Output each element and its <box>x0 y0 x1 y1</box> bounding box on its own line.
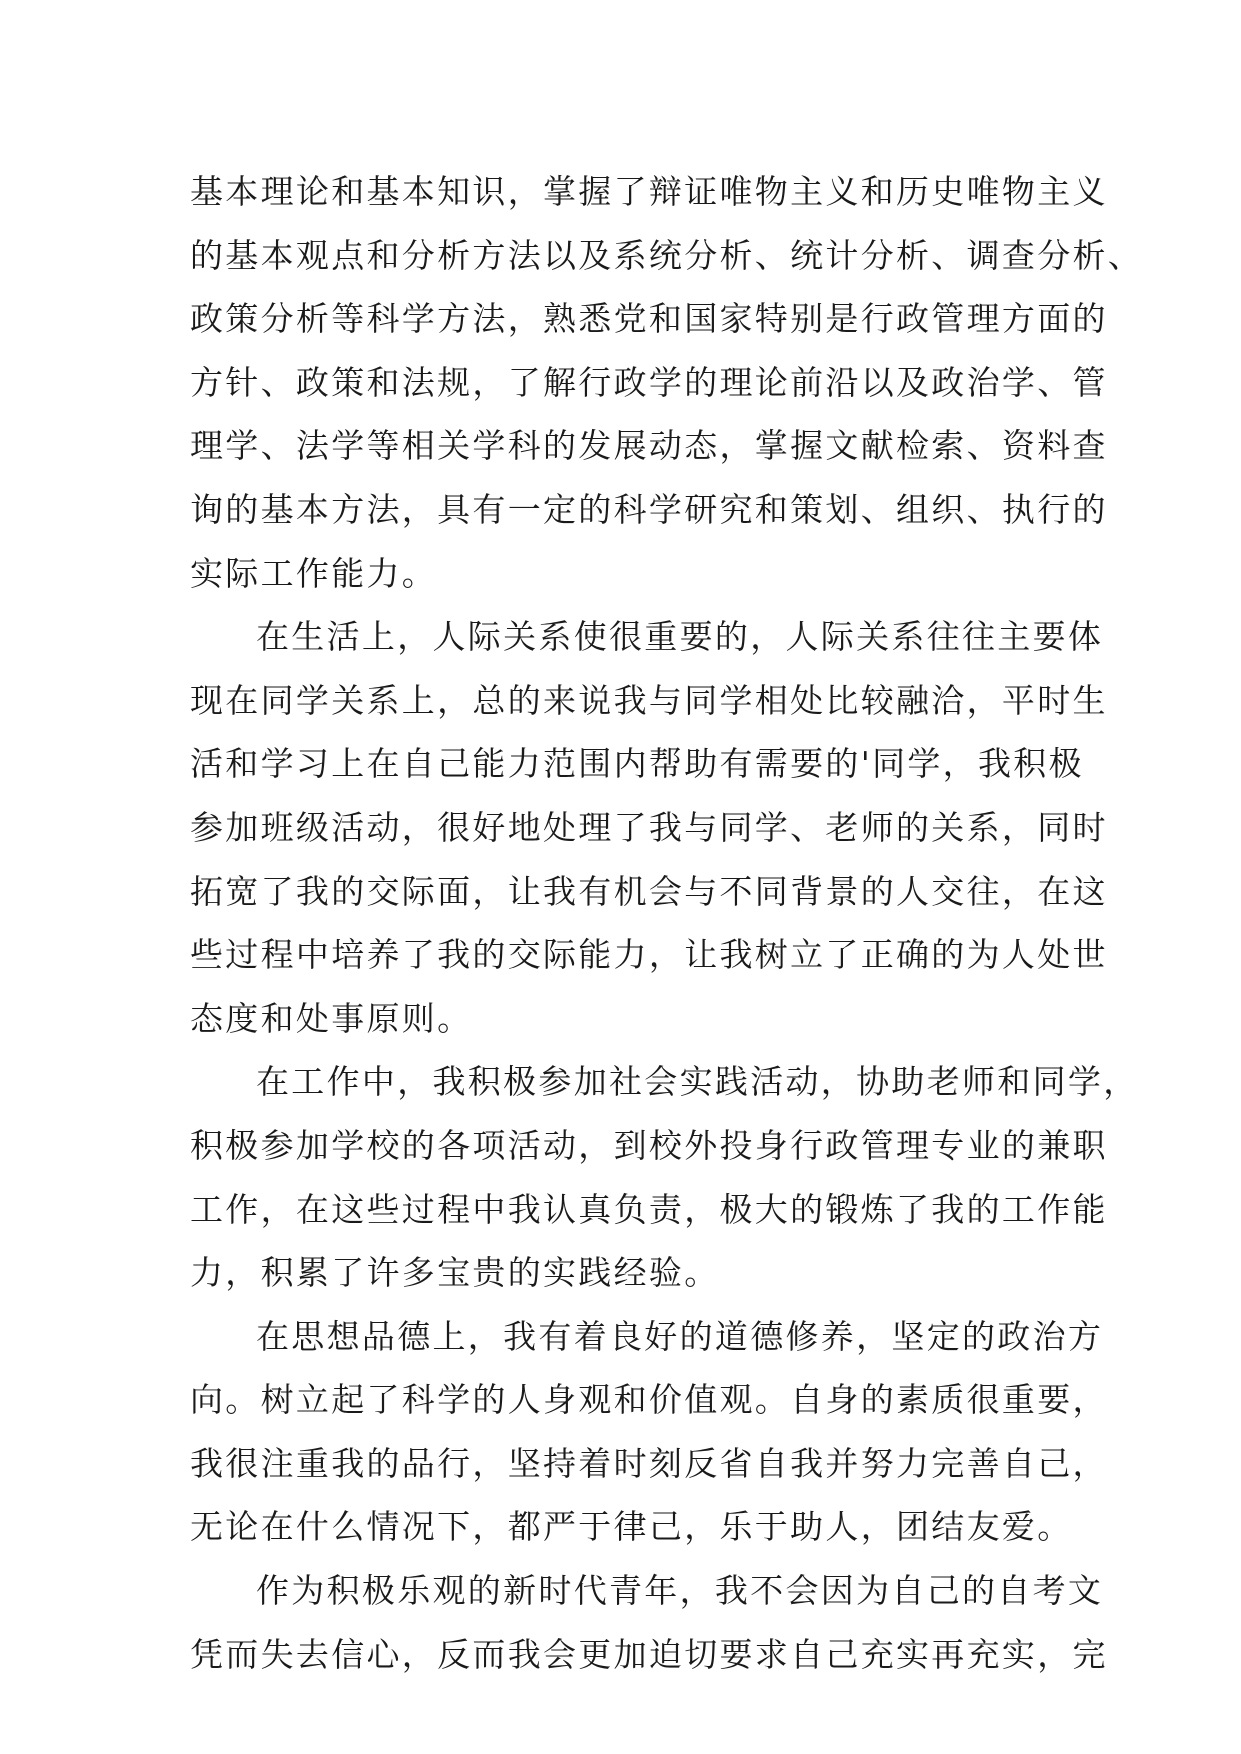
text-line: 在生活上，人际关系使很重要的，人际关系往往主要体 <box>256 617 1104 657</box>
document-body <box>190 160 1144 1686</box>
text-line: 凭而失去信心，反而我会更加迫切要求自己充实再充实，完 <box>190 1634 1108 1674</box>
text-line: 在思想品德上，我有着良好的道德修养，坚定的政治方 <box>256 1316 1104 1356</box>
text-line: 态度和处事原则。 <box>190 998 473 1038</box>
text-line: 作为积极乐观的新时代青年，我不会因为自己的自考文 <box>256 1571 1104 1611</box>
text-line: 询的基本方法，具有一定的科学研究和策划、组织、执行的 <box>190 489 1108 529</box>
text-line: 的基本观点和分析方法以及系统分析、统计分析、调查分析、 <box>190 235 1144 275</box>
text-line: 方针、政策和法规，了解行政学的理论前沿以及政治学、管 <box>190 362 1108 402</box>
text-line: 实际工作能力。 <box>190 553 438 593</box>
text-line: 力，积累了许多宝贵的实践经验。 <box>190 1253 720 1293</box>
text-line: 拓宽了我的交际面，让我有机会与不同背景的人交往，在这 <box>190 871 1108 911</box>
text-line: 参加班级活动，很好地处理了我与同学、老师的关系，同时 <box>190 807 1108 847</box>
text-line: 我很注重我的品行，坚持着时刻反省自我并努力完善自己， <box>190 1443 1108 1483</box>
text-line: 无论在什么情况下，都严于律己，乐于助人，团结友爱。 <box>190 1507 1073 1547</box>
text-line: 基本理论和基本知识，掌握了辩证唯物主义和历史唯物主义 <box>190 172 1108 211</box>
text-line: 些过程中培养了我的交际能力，让我树立了正确的为人处世 <box>190 935 1108 975</box>
text-line: 工作，在这些过程中我认真负责，极大的锻炼了我的工作能 <box>190 1189 1108 1229</box>
text-line: 积极参加学校的各项活动，到校外投身行政管理专业的兼职 <box>190 1125 1108 1165</box>
text-line: 理学、法学等相关学科的发展动态，掌握文献检索、资料查 <box>190 426 1108 466</box>
text-line: 在工作中，我积极参加社会实践活动，协助老师和同学， <box>256 1062 1139 1102</box>
text-line: 活和学习上在自己能力范围内帮助有需要的'同学，我积极 <box>190 744 1084 784</box>
text-line: 现在同学关系上，总的来说我与同学相处比较融洽，平时生 <box>190 680 1108 720</box>
text-line: 向。树立起了科学的人身观和价值观。自身的素质很重要， <box>190 1380 1108 1420</box>
text-line: 政策分析等科学方法，熟悉党和国家特别是行政管理方面的 <box>190 299 1108 339</box>
